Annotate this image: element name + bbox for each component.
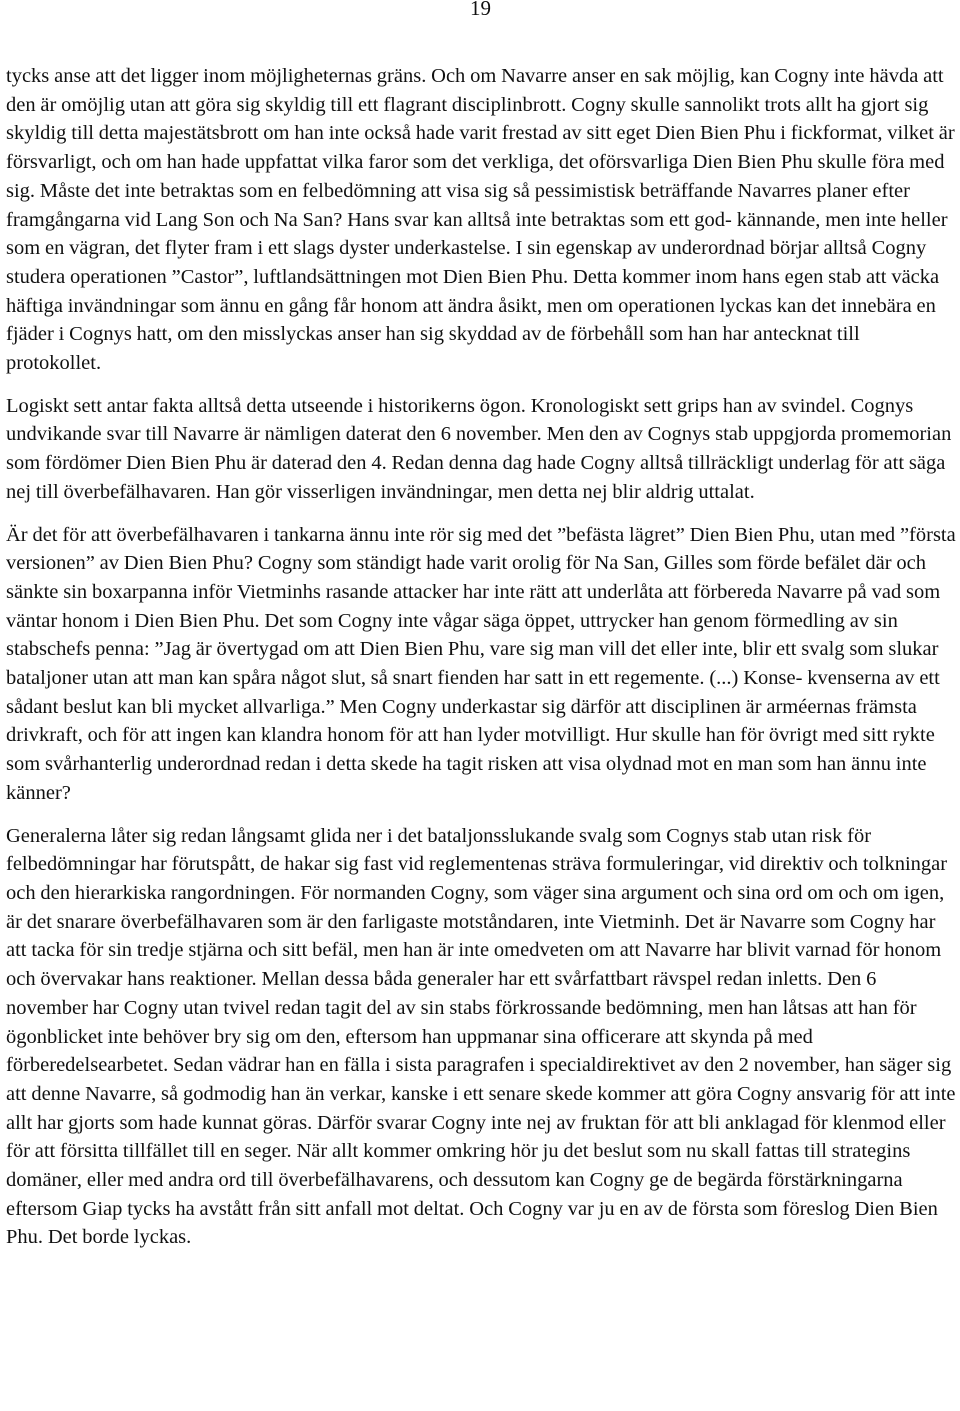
paragraph: tycks anse att det ligger inom möjligheternas gräns. Och om Navarre anser en sak möjlig, kan Cogny inte hävda att den är omöjlig utan att göra sig skyldig till ett flagrant disciplinbrott. Cogny skulle sannolikt trots allt ha gjort sig skyldig till detta majestätsbrott om han inte också hade varit frestad av sitt eget Dien Bien Phu i fickformat, vilket är försvarligt, och om han hade uppfattat vilka faror som det verkliga, det oförsvarliga Dien Bien Phu skulle föra med sig. Måste det inte betraktas som en felbedömning att visa sig så pessimistisk beträffande Navarres planer efter framgångarna vid Lang Son och Na San? Hans svar kan alltså inte betraktas som ett god- kännande, men inte heller som en vägran, det flyter fram i ett slags dyster underkastelse. I sin egenskap av underordnad börjar alltså Cogny studera operationen ”Castor”, luftlandsättningen mot Dien Bien Phu. Detta kommer inom hans egen stab att väcka häftiga invändningar som ännu en gång får honom att ändra åsikt, men om operationen lyckas kan det innebära en fjäder i Cognys hatt, om den misslyckas anser han sig skyddad av de förbehåll som han har antecknat till protokollet. xyxy=(6,65,955,375)
paragraph: Logiskt sett antar fakta alltså detta utseende i historikerns ögon. Kronologiskt sett grips han av svindel. Cognys undvikande svar till Navarre är nämligen daterat den 6 november. Men den av Cognys stab uppgjorda promemorian som fördömer Dien Bien Phu är daterad den 4. Redan denna dag hade Cogny alltså tillräckligt underlag för att säga nej till överbefälhavaren. Han gör visserligen invändningar, men detta nej blir aldrig uttalat. xyxy=(6,394,952,503)
paragraph: Generalerna låter sig redan långsamt glida ner i det bataljonsslukande svalg som Cognys stab utan risk för felbedömningar har förutspått, de hakar sig fast vid reglementenas sträva formuleringar, vid direktiv och tolkningar och den hierarkiska rangordningen. För normanden Cogny, som väger sina argument och sina ord om och om igen, är det snarare överbefälhavaren som är den farligaste motståndaren, inte Vietminh. Det är Navarre som Cogny har att tacka för sin tredje stjärna och sitt befäl, men han är inte omedveten om att Navarre har blivit varnad för honom och övervakar hans reaktioner. Mellan dessa båda generaler har ett svårfattbart rävspel redan inletts. Den 6 november har Cogny utan tvivel redan tagit del av sin stabs förkrossande bedömning, men han låtsas att han för ögonblicket inte behöver bry sig om den, eftersom han uppmanar sina officerare att skynda på med förberedelsearbetet. Sedan vädrar han en fälla i sista paragrafen i specialdirektivet av den 2 november, han säger sig att denne Navarre, så godmodig han än verkar, kanske i ett senare skede kommer att göra Cogny ansvarig för att inte allt har gjorts som hade kunnat göras. Därför svarar Cogny inte nej av fruktan för att bli anklagad för klenmod eller för att försitta tillfället till en seger. När allt kommer omkring hör ju det beslut som nu skall fattas till strategins domäner, eller med andra ord till överbefälhavarens, och dessutom kan Cogny ge de begärda förstärkningarna eftersom Giap tycks ha avstått från sitt anfall mot deltat. Och Cogny var ju en av de första som föreslog Dien Bien Phu. Det borde lyckas. xyxy=(6,824,956,1249)
paragraph: Är det för att överbefälhavaren i tankarna ännu inte rör sig med det ”befästa lägret” Dien Bien Phu, utan med ”första versionen” av Dien Bien Phu? Cogny som ständigt hade varit orolig för Na San, Gilles som förde befälet där och sänkte sin boxarpanna inför Vietminhs rasande attacker har inte rätt att underlåta att förbereda Navarre på vad som väntar honom i Dien Bien Phu. Det som Cogny inte vågar säga öppet, uttrycker han genom förmedling av sin stabschefs penna: ”Jag är övertygad om att Dien Bien Phu, vare sig man vill det eller inte, blir ett svalg som slukar bataljoner utan att man kan spåra något slut, så snart fienden har satt in ett regemente. (...) Konse- kvenserna av ett sådant beslut kan bli mycket allvarliga.” Men Cogny underkastar sig därför att disciplinen är arméernas främsta drivkraft, och för att ingen kan klandra honom för att han lyder motvilligt. Hur skulle han för övrigt med sitt rykte som svårhanterlig underordnad redan i detta skede ha tagit risken att visa olydnad mot en man som han ännu inte känner? xyxy=(6,523,956,804)
page-body xyxy=(6,62,958,1265)
page-number: 19 xyxy=(470,0,491,20)
